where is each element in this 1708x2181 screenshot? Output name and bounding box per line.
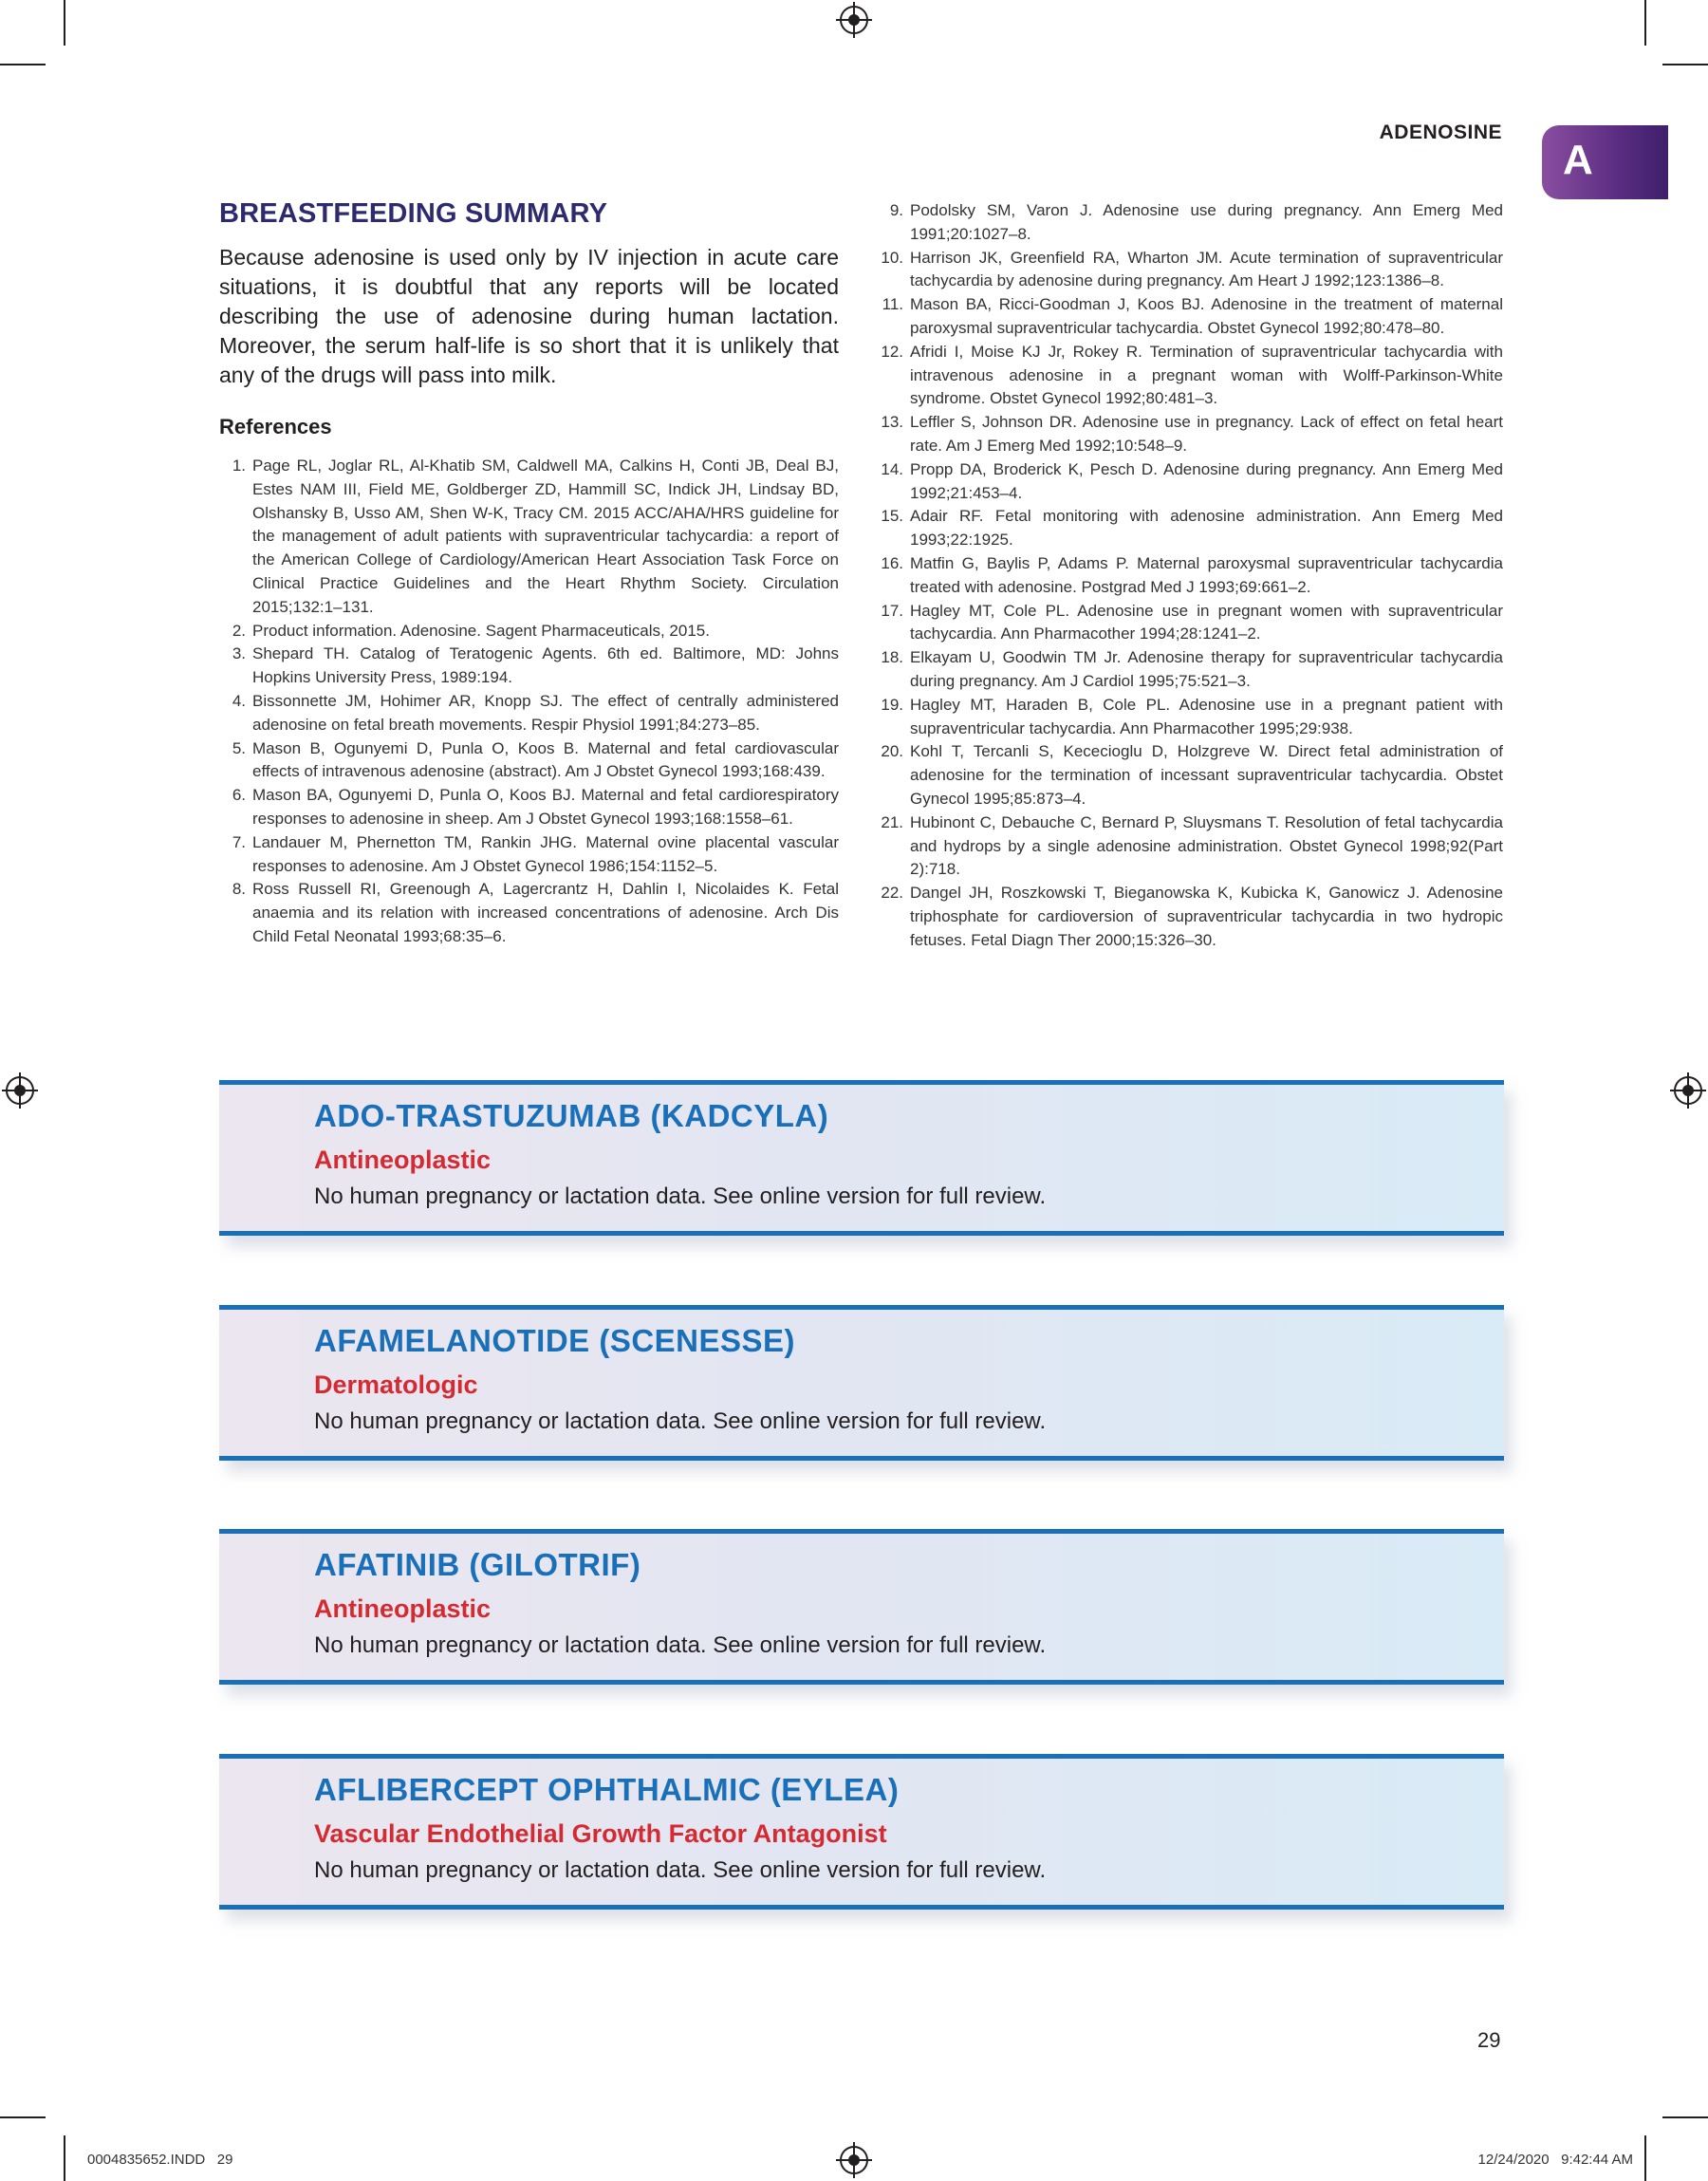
print-slug-timestamp: 12/24/2020 9:42:44 AM [1477, 2152, 1633, 2168]
reference-item: 22. Dangel JH, Roszkowski T, Bieganowska K, Kubicka K, Ganowicz J. Adenosine triphosphate for cardioversion of supraventricular tachycardia in two hydropic fetuses. Fetal Diagn Ther 2000;15:326–30. [881, 884, 1503, 949]
reference-item: 19. Hagley MT, Haraden B, Cole PL. Adenosine use in a pregnant patient with supraventricular tachycardia. Ann Pharmacother 1995;29:938. [881, 695, 1503, 737]
drug-note: No human pregnancy or lactation data. See online version for full review. [314, 1857, 1047, 1883]
reference-item: 10. Harrison JK, Greenfield RA, Wharton JM. Acute termination of supraventricular tachycardia by adenosine during pregnancy. Am Heart J 1992;123:1386–8. [881, 248, 1503, 290]
reference-item: 1. Page RL, Joglar RL, Al-Khatib SM, Caldwell MA, Calkins H, Conti JB, Deal BJ, Estes NAM III, Field ME, Goldberger ZD, Hammill SC, Indick JH, Lindsay BD, Olshansky B, Usso AM, Shen W-K, Tracy CM. 2015 ACC/AHA/HRS guideline for the management of adult patients with supraventricular tachycardia: a report of the American College of Cardiology/American Heart Association Task Force on Clinical Practice Guidelines and the Heart Rhythm Society. Circulation 2015;132:1–131. [232, 457, 839, 616]
drug-name: AFLIBERCEPT OPHTHALMIC (EYLEA) [314, 1772, 900, 1807]
registration-mark-icon [840, 2146, 868, 2174]
reference-item: 11. Mason BA, Ricci-Goodman J, Koos BJ. Adenosine in the treatment of maternal paroxysmal supraventricular tachycardia. Obstet Gynecol 1992;80:478–80. [882, 295, 1503, 337]
drug-note: No human pregnancy or lactation data. See online version for full review. [314, 1408, 1047, 1434]
reference-item: 20. Kohl T, Tercanli S, Kececioglu D, Holzgreve W. Direct fetal administration of adenosine for the termination of incessant supraventricular tachycardia. Obstet Gynecol 1995;85:873–4. [881, 742, 1503, 808]
drug-name: AFAMELANOTIDE (SCENESSE) [314, 1323, 796, 1358]
thumb-index-tab [1542, 125, 1668, 199]
drug-entry-box [219, 1080, 1504, 1236]
drug-class: Antineoplastic [314, 1146, 492, 1174]
drug-entry-box [219, 1754, 1504, 1910]
drug-entry-box [219, 1305, 1504, 1461]
registration-mark-icon [1674, 1076, 1702, 1105]
reference-item: 17. Hagley MT, Cole PL. Adenosine use in pregnant women with supraventricular tachycardia. Ann Pharmacother 1994;28:1241–2. [881, 601, 1503, 643]
reference-item: 18. Elkayam U, Goodwin TM Jr. Adenosine therapy for supraventricular tachycardia during pregnancy. Am J Cardiol 1995;75:521–3. [881, 648, 1503, 690]
references-list [219, 455, 839, 949]
reference-item: 13. Leffler S, Johnson DR. Adenosine use in pregnancy. Lack of effect on fetal heart rate. Am J Emerg Med 1992;10:548–9. [881, 413, 1503, 455]
print-slug-filename: 0004835652.INDD 29 [87, 2152, 233, 2168]
reference-item: 3. Shepard TH. Catalog of Teratogenic Agents. 6th ed. Baltimore, MD: Johns Hopkins University Press, 1989:194. [232, 644, 839, 687]
drug-entry-box [219, 1529, 1504, 1685]
registration-mark-icon [840, 6, 868, 34]
drug-name: ADO-TRASTUZUMAB (KADCYLA) [314, 1098, 829, 1133]
reference-item: 14. Propp DA, Broderick K, Pesch D. Adenosine during pregnancy. Ann Emerg Med 1992;21:453–4. [881, 459, 1503, 502]
references-list-continued [877, 199, 1503, 953]
crop-mark [1662, 64, 1708, 65]
reference-item: 15. Adair RF. Fetal monitoring with adenosine administration. Ann Emerg Med 1993;22:1925. [881, 507, 1503, 550]
thumb-index-letter: A [1563, 137, 1593, 183]
reference-item: 4. Bissonnette JM, Hohimer AR, Knopp SJ. The effect of centrally administered adenosine on fetal breath movements. Respir Physiol 1991;84:273–85. [232, 691, 839, 734]
crop-mark [1644, 2135, 1646, 2181]
reference-item: 5. Mason B, Ogunyemi D, Punla O, Koos B. Maternal and fetal cardiovascular effects of intravenous adenosine (abstract). Am J Obstet Gynecol 1993;168:439. [232, 738, 839, 781]
breastfeeding-body: Because adenosine is used only by IV injection in acute care situations, it is doubtful that any reports will be located describing the use of adenosine during human lactation. Moreover, the serum half-life is so short that it is unlikely that any of the drugs will pass into milk. [219, 245, 839, 387]
running-head: ADENOSINE [1379, 121, 1502, 143]
reference-item: 6. Mason BA, Ogunyemi D, Punla O, Koos BJ. Maternal and fetal cardiorespiratory responses to adenosine in sheep. Am J Obstet Gynecol 1993;168:1558–61. [232, 786, 839, 828]
crop-mark [64, 0, 65, 46]
crop-mark [64, 2135, 65, 2181]
drug-name: AFATINIB (GILOTRIF) [314, 1547, 641, 1582]
right-column [877, 199, 1503, 953]
reference-item: 9. Podolsky SM, Varon J. Adenosine use during pregnancy. Ann Emerg Med 1991;20:1027–8. [889, 201, 1503, 243]
drug-note: No human pregnancy or lactation data. See online version for full review. [314, 1632, 1047, 1658]
reference-item: 21. Hubinont C, Debauche C, Bernard P, Sluysmans T. Resolution of fetal tachycardia and hydrops by a single adenosine administration. Obstet Gynecol 1998;92(Part 2):718. [881, 812, 1503, 879]
drug-class: Dermatologic [314, 1370, 478, 1399]
references-heading: References [219, 415, 332, 438]
reference-item: 8. Ross Russell RI, Greenough A, Lagercrantz H, Dahlin I, Nicolaides K. Fetal anaemia and its relation with increased concentrations of adenosine. Arch Dis Child Fetal Neonatal 1993;68:35–6. [232, 880, 839, 945]
reference-item: 12. Afridi I, Moise KJ Jr, Rokey R. Termination of supraventricular tachycardia with intravenous adenosine in a pregnant woman with Wolff-Parkinson-White syndrome. Obstet Gynecol 1992;80:481–3. [881, 342, 1503, 408]
breastfeeding-heading: BREASTFEEDING SUMMARY [219, 198, 608, 229]
drug-class: Vascular Endothelial Growth Factor Antagonist [314, 1819, 887, 1848]
crop-mark [1662, 2116, 1708, 2118]
drug-class: Antineoplastic [314, 1594, 492, 1623]
registration-mark-icon [6, 1076, 34, 1105]
crop-mark [1644, 0, 1646, 46]
drug-note: No human pregnancy or lactation data. See online version for full review. [314, 1184, 1047, 1209]
left-column [219, 195, 839, 949]
crop-mark [0, 64, 46, 65]
reference-item: 16. Matfin G, Baylis P, Adams P. Maternal paroxysmal supraventricular tachycardia treated with adenosine. Postgrad Med J 1993;69:661–2. [881, 553, 1503, 596]
reference-item: 2. Product information. Adenosine. Sagent Pharmaceuticals, 2015. [232, 621, 710, 640]
crop-mark [0, 2116, 46, 2118]
page-number: 29 [1477, 2028, 1501, 2052]
reference-item: 7. Landauer M, Phernetton TM, Rankin JHG. Maternal ovine placental vascular responses to adenosine. Am J Obstet Gynecol 1986;154:1152–5. [232, 832, 839, 875]
